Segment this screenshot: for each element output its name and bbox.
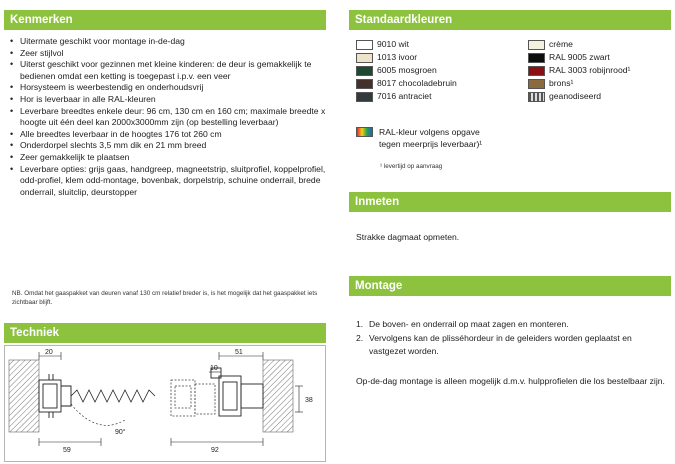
step-text: De boven- en onderrail op maat zagen en monteren. bbox=[369, 319, 569, 329]
color-swatch-row bbox=[528, 38, 630, 51]
dim-51: 51 bbox=[235, 349, 243, 356]
color-label: geanodiseerd bbox=[549, 91, 602, 101]
montage-header: Montage bbox=[349, 276, 671, 296]
color-swatch-row bbox=[356, 77, 457, 90]
montage-step bbox=[356, 318, 666, 332]
feature-item: • Uiterst geschikt voor gezinnen met kleine kinderen: de deur is gemakkelijk te bedienen omdat een ketting is toegepast i.p.v. een veer bbox=[10, 59, 326, 82]
color-swatch bbox=[356, 66, 373, 76]
color-swatch-row bbox=[528, 77, 630, 90]
ral-note-line2: tegen meerprijs leverbaar)¹ bbox=[379, 139, 483, 149]
color-swatch bbox=[356, 92, 373, 102]
feature-item: • Onderdorpel slechts 3,5 mm dik en 21 mm breed bbox=[10, 140, 326, 152]
ral-note bbox=[356, 126, 482, 150]
color-swatch-row bbox=[356, 51, 457, 64]
right-wall bbox=[263, 360, 293, 432]
nb-note: NB. Omdat het gaaspakket van deuren vanaf 130 cm relatief breder is, is het mogelijk dat het gaaspakket iets zichtbaar blijft. bbox=[12, 290, 318, 306]
feature-item: • Zeer gemakkelijk te plaatsen bbox=[10, 152, 326, 164]
feature-item: • Leverbare opties: grijs gaas, handgreep, magneetstrip, sluitprofiel, koppelprofiel, odd-profiel, klem odd-montage, bovenbak, dorpelstrip, schuine onderrail, brede onderrail, sluitclip, deurstopper bbox=[10, 164, 326, 199]
left-profile bbox=[39, 374, 71, 418]
color-label: RAL 3003 robijnrood¹ bbox=[549, 65, 631, 75]
moving-profile bbox=[171, 380, 215, 416]
ral-note-line1: RAL-kleur volgens opgave bbox=[379, 127, 480, 137]
color-swatch-row bbox=[528, 64, 630, 77]
color-swatch bbox=[528, 66, 545, 76]
color-swatch-row bbox=[356, 90, 457, 103]
step-number: 1. bbox=[356, 319, 364, 329]
step-text: Vervolgens kan de plisséhordeur in de geleiders worden geplaatst en vastgezet worden. bbox=[369, 332, 632, 356]
dim-59: 59 bbox=[63, 447, 71, 454]
ral-color-icon bbox=[356, 127, 373, 137]
montage-tail: Op-de-dag montage is alleen mogelijk d.m.v. hulpprofielen die los bestelbaar zijn. bbox=[356, 376, 665, 386]
color-label: brons¹ bbox=[549, 78, 574, 88]
color-swatch bbox=[356, 53, 373, 63]
color-swatch bbox=[356, 79, 373, 89]
dim-38: 38 bbox=[305, 397, 313, 404]
montage-step bbox=[356, 332, 666, 359]
color-label: 6005 mosgroen bbox=[377, 65, 437, 75]
dim-angle: 90° bbox=[115, 429, 126, 436]
feature-item: • Zeer stijlvol bbox=[10, 48, 326, 60]
feature-item: • Uitermate geschikt voor montage in-de-dag bbox=[10, 36, 326, 48]
color-swatch bbox=[528, 40, 545, 50]
technical-drawing-svg bbox=[5, 346, 325, 461]
levertijd-note: ¹ levertijd op aanvraag bbox=[380, 163, 443, 170]
color-swatch bbox=[528, 79, 545, 89]
inmeten-header: Inmeten bbox=[349, 192, 671, 212]
color-label: 8017 chocoladebruin bbox=[377, 78, 457, 88]
color-label: crème bbox=[549, 39, 573, 49]
dim-10: 10 bbox=[210, 365, 218, 372]
right-profile bbox=[211, 368, 263, 416]
color-label: 1013 ivoor bbox=[377, 52, 418, 62]
feature-item: • Horsysteem is weerbestendig en onderhoudsvrij bbox=[10, 82, 326, 94]
standaardkleuren-header: Standaardkleuren bbox=[349, 10, 671, 30]
color-swatch bbox=[528, 53, 545, 63]
color-swatch-row bbox=[356, 38, 457, 51]
color-label: RAL 9005 zwart bbox=[549, 52, 610, 62]
kenmerken-header: Kenmerken bbox=[4, 10, 326, 30]
color-swatch-row bbox=[528, 51, 630, 64]
feature-list bbox=[10, 36, 326, 198]
dim-92: 92 bbox=[211, 447, 219, 454]
swing-arc bbox=[71, 404, 125, 425]
inmeten-text: Strakke dagmaat opmeten. bbox=[356, 232, 460, 242]
color-label: 7016 antraciet bbox=[377, 91, 432, 101]
feature-item: • Hor is leverbaar in alle RAL-kleuren bbox=[10, 94, 326, 106]
color-swatch bbox=[528, 92, 545, 102]
feature-item: • Alle breedtes leverbaar in de hoogtes 176 tot 260 cm bbox=[10, 129, 326, 141]
feature-item: • Leverbare breedtes enkele deur: 96 cm, 130 cm en 160 cm; maximale breedte x hoogte uit één deel kan 2000x3000mm zijn (op bestelling leverbaar) bbox=[10, 106, 326, 129]
color-list-right bbox=[528, 38, 630, 103]
color-label: 9010 wit bbox=[377, 39, 410, 49]
step-number: 2. bbox=[356, 332, 364, 343]
color-list-left bbox=[356, 38, 457, 103]
technical-drawing bbox=[4, 345, 326, 462]
left-wall bbox=[9, 360, 39, 432]
color-swatch-row bbox=[528, 90, 630, 103]
pleated-mesh bbox=[71, 390, 155, 402]
color-swatch bbox=[356, 40, 373, 50]
techniek-header: Techniek bbox=[4, 323, 326, 343]
montage-steps bbox=[356, 318, 666, 359]
dim-20: 20 bbox=[45, 349, 53, 356]
color-swatch-row bbox=[356, 64, 457, 77]
